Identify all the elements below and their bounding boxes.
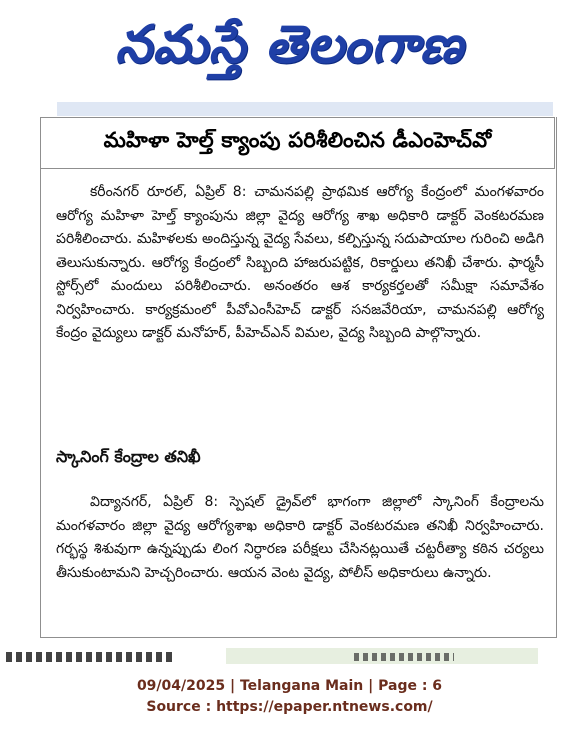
- source-footer: [0, 676, 579, 718]
- article-body: [56, 181, 544, 346]
- article-paragraph: కరీంనగర్ రూరల్, ఏప్రిల్ 8: చామనపల్లి ప్రాథమిక ఆరోగ్య కేంద్రంలో మంగళవారం ఆరోగ్య మహిళా హెల్త్ క్యాంపును జిల్లా వైద్య ఆరోగ్య శాఖ అధికారి డాక్టర్ వెంకటరమణ పరిశీలించారు. మహిళలకు అందిస్తున్న వైద్య సేవలు, కల్పిస్తున్న సదుపాయాల గురించి అడిగి తెలుసుకున్నారు. ఆరోగ్య కేంద్రంలో సిబ్బంది హాజరుపట్టిక, రికార్డులు తనిఖీ చేశారు. ఫార్మసీ స్టోర్స్‌లో మందులు పరిశీలించారు. అనంతరం ఆశ కార్యకర్తలతో సమీక్షా సమావేశం నిర్వహించారు. కార్యక్రమంలో పీవోఎంసీహెచ్ డాక్టర్ సనజవేరియా, చామనపల్లి ఆరోగ్య కేంద్రం వైద్యులు డాక్టర్ మనోహర్, పీహెచ్ఎన్ విమల, వైద్య సిబ్బంది పాల్గొన్నారు.: [56, 184, 544, 341]
- footer-date-line: 09/04/2025 | Telangana Main | Page : 6: [136, 678, 443, 694]
- article-headline: మహిళా హెల్త్ క్యాంపు పరిశీలించిన డీఎంహెచ్‌వో: [103, 128, 492, 152]
- second-article-paragraph: విద్యానగర్, ఏప్రిల్ 8: స్పెషల్ డ్రైవ్‌లో భాగంగా జిల్లాలో స్కానింగ్ కేంద్రాలను మంగళవారం జిల్లా వైద్య ఆరోగ్యశాఖ అధికారి డాక్టర్ వెంకటరమణ తనిఖీ నిర్వహించారు. గర్భస్థ శిశువుగా ఉన్నప్పుడు లింగ నిర్ధారణ పరీక్షలు చేసినట్లయితే చట్టరీత్యా కఠిన చర్యలు తీసుకుంటామని హెచ్చరించారు. ఆయన వెంట వైద్య, పోలీస్ అధికారులు ఉన్నారు.: [56, 494, 544, 581]
- cropped-next-article-strip: [0, 648, 579, 666]
- masthead: [0, 4, 579, 86]
- second-article-subhead: స్కానింగ్ కేంద్రాల తనిఖీ: [56, 447, 201, 466]
- cropped-text-fragment: [354, 653, 454, 661]
- header-rule: [57, 102, 553, 116]
- headline-box: [40, 117, 555, 169]
- footer-source-line: Source : https://epaper.ntnews.com/: [146, 699, 433, 715]
- cropped-text-fragment: [6, 652, 176, 662]
- newspaper-logo: నమస్తే తెలంగాణ: [115, 15, 464, 75]
- second-article-body: [56, 491, 544, 585]
